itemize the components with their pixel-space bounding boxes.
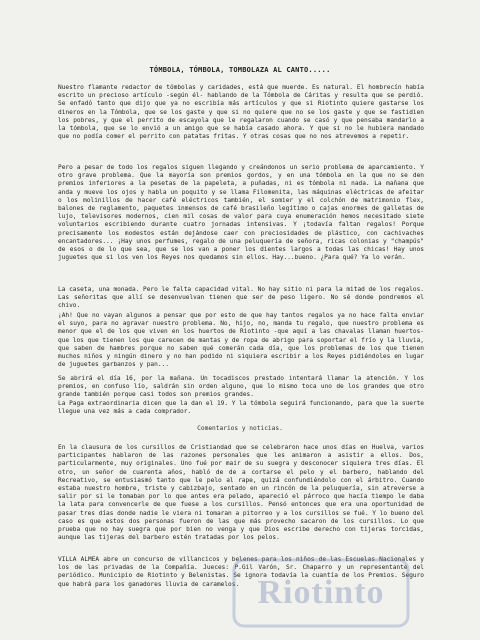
paragraph-4: ¡Ah! Que no vayan algunos a pensar que por esto de que hay tantos regalos ya no hace falta enviar el suyo, para no agravar nuestro problema. No, hijo, no, manda tu regalo, que nuestro problema es menor que el de los que viven en los huertos de Riotinto -que aquí a las chavalas llaman huertos- que los que tienen los que carecen de mantas y de ropa de abrigo para soportar el frío y la lluvia, que saben de hambres porque no saben qué comerán cada día, que los problemas de los que tienen muchos niños y ningún dinero y no han podido ni siquiera escribir a los Reyes pidiéndoles en lugar de juguetes garbanzos y pan...: [58, 312, 425, 369]
paragraph-2: Pero a pesar de todo los regalos siguen llegando y creándonos un serio problema de aparcamiento. Y otro grave problema. Que la mayoría son premios gordos, y en una tómbola en la que no se den premios inferiores a la pesetas de la papeleta, a puñadas, ni es tómbola ni nada. La mañana que anda y mueve los ojos y habla un poquito y se llama Filomenita, las máquinas eléctricas de afeitar o los molinillos de hacer café eléctricos también, el somier y el colchón de matrimonio flex, balones de reglamento, paquetes inmensos de café brasileño legítimo o cajas enormes de galletas de lujo, televisores modernos, cien mil cosas de valor para cuya enumeración hemos necesitado siete voluntarios escribiendo durante cuatro jornadas intensivas. Y ¡todavía faltan regalos! Porque precisamente los modestos están dejándose caer con preciosidades de plástico, con cachivaches encantadores... ¡Hay unos perfumes, regalo de una peluquería de señora, ricas colonias y "champús" de esos o de lo que sea, que se los van a poner los dientes largos a todas las chicas! Hay unos juguetes que si los ven los Reyes nos quedamos sin ellos. Hay...bueno. ¿Para qué? Ya lo verán.: [58, 164, 424, 262]
section-heading: Comentarios y noticias.: [197, 425, 283, 432]
paragraph-8: VILLA ALMEA abre un concurso de villancicos y belenes para los niños de las Escuelas Nacionales y los de las privadas de la Compañía. Jueces: P.Gil Varón, Sr. Chaparro y un representante del periódico. Municipio de Riotinto y Belenistas. Se ignora todavía la cuantía de los Premios. Seguro que habrá para los ganadores lluvia de caramelos.: [58, 556, 424, 588]
paragraph-7: En la clausura de los cursillos de Cristiandad que se celebraron hace unos días en Huelva, varios participantes hablaron de las razones personales que les animaron a asistir a ellos. Dos, particularmente, muy originales. Uno fué por mair de su suegra y desconocer siquiera tres días. El otro, un señor de cuarenta años, habló de de a cortarse el pelo y el barbero, hablando del Recreativo, se entusiasmó tanto que le pelo al rape, quizá confundiéndolo con el árbitro. Cuando estaba nuestro hombre, triste y cabizbajo, sentado en un rincón de la peluquería, sin atreverse a salir por si le tomaban por lo que antes era pelado, apareció el párroco que hacía tiempo le daba la lata para convencerle de que fuese a los cursillos. Pensó entonces que era una oportunidad de pasar tres días donde nadie le viera ni tomaran a pitorreo y a los cursillos se fué. Y lo bueno del caso es que estos dos personas fueron de las que más provecho sacaron de los cursillos. Lo que prueba que no hay suegra que por bien no venga y que Dios escribe derecho con tijeras torcidas, aunque las tijeras del barbero estén tratadas por los pelos.: [58, 444, 425, 542]
stamp-text: Riotinto: [257, 574, 385, 611]
paragraph-6: La Paga extraordinaria dicen que la dan el 19. Y la tómbola seguirá funcionando, para que la suerte llegue una vez más a cada comprador.: [58, 400, 425, 416]
paragraph-1: Nuestro flamante redactor de tómbolas y caridades, está que muerde. Es natural. El hombrecín había escrito un precioso artículo -según él- hablando de la Tómbola de Cáritas y resulta que se perdió. Se enfadó tanto que dijo que ya no escribía más artículos y que si Riotinto quiere gastarse los dineros en la Tómbola, que se los gaste y que si no quiere que no se los gaste y que se fastidien los pobres, y que el perrito de escayola que le regalaron cuando se casó y que pensaba mandarlo a la tómbola, que se lo envió a un amigo que se había casado ahora. Y que si no le hubiera mandado que no podía comer el perrito con patatas fritas. Y otras cosas que no nos atrevemos a repetir.: [58, 84, 424, 141]
paragraph-5: Se abrirá el día 16, por la mañana. Un tocadiscos prestado intentará llamar la atención. Y los premios, en confuso lío, saldrán sin orden alguno, que lo mismo toca uno de los grandes que otro grande también porque casi todos son premios grandes.: [58, 375, 424, 399]
paragraph-3: La caseta, una monada. Pero le falta capacidad vital. No hay sitio ni para la mitad de los regalos. Las señoritas que allí se desenvuelvan tienen que ser de peso ligero. No sé donde pondremos el chivo.: [58, 286, 425, 310]
article-title: TÓMBOLA, TÓMBOLA, TOMBOLAZA AL CANTO.....: [149, 66, 331, 74]
